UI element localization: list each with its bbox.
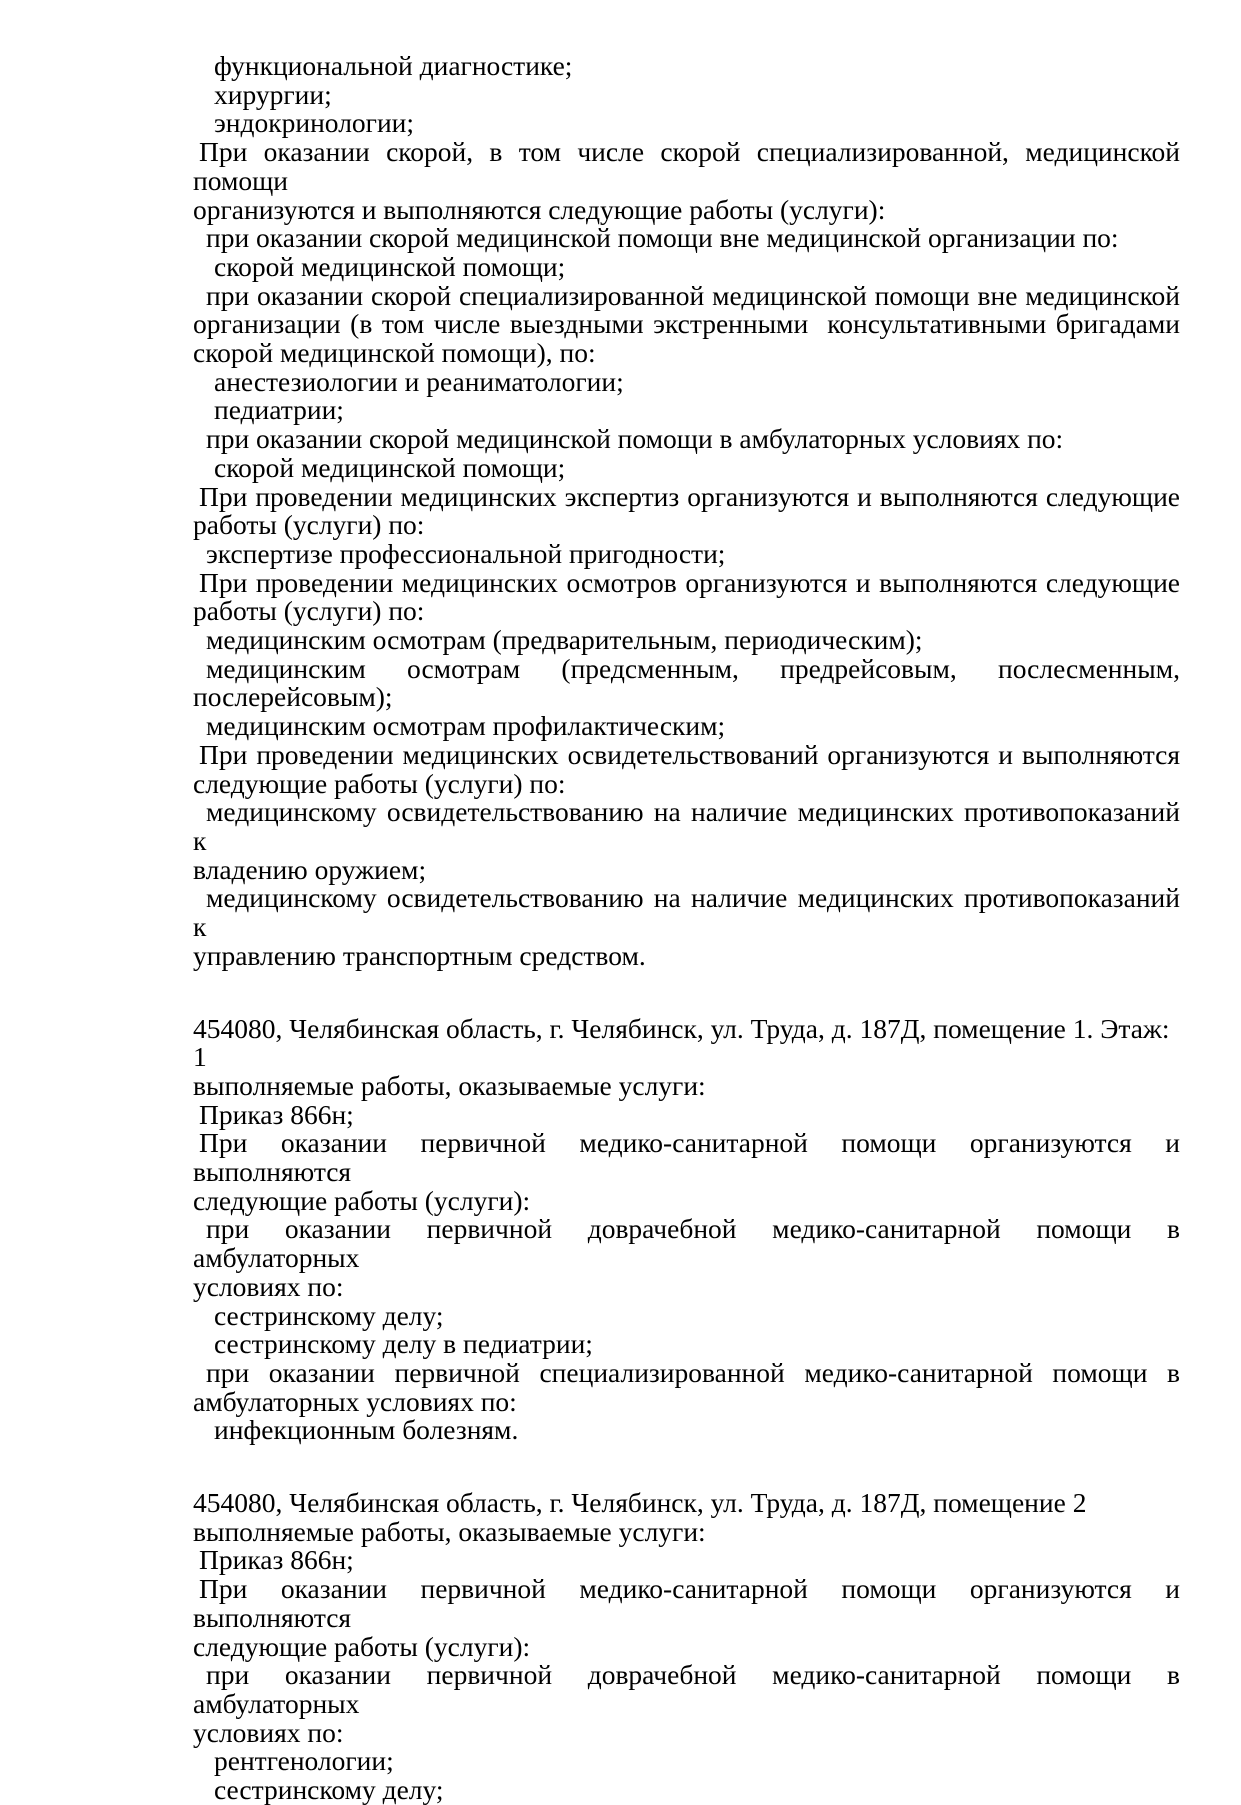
text-line: 454080, Челябинская область, г. Челябинск, ул. Труда, д. 187Д, помещение 1. Этаж: 1 xyxy=(193,1012,1177,1073)
text-line: сестринскому делу; xyxy=(214,1299,444,1331)
text-line: амбулаторных условиях по: xyxy=(193,1385,517,1417)
text-line: сестринскому делу в педиатрии; xyxy=(214,1328,593,1360)
text-line: медицинским осмотрам профилактическим; xyxy=(206,710,726,742)
text-line: при оказании скорой специализированной медицинской помощи вне медицинской xyxy=(206,279,1180,311)
text-line: организуются и выполняются следующие работы (услуги): xyxy=(193,193,886,225)
text-line: работы (услуги) по: xyxy=(193,509,425,541)
text-line: функциональной диагностике; xyxy=(214,50,573,81)
text-line: инфекционным болезням. xyxy=(214,1414,519,1446)
text-line: медицинским осмотрам (предсменным, предрейсовым, послесменным, xyxy=(206,652,1180,684)
works-services-list-continuation xyxy=(193,50,1187,971)
text-line: работы (услуги) по: xyxy=(193,595,425,627)
text-line: скорой медицинской помощи; xyxy=(214,451,566,483)
text-line: скорой медицинской помощи; xyxy=(214,250,566,282)
text-line: При проведении медицинских осмотров организуются и выполняются следующие xyxy=(199,566,1180,598)
text-line: При проведении медицинских освидетельствований организуются и выполняются xyxy=(199,738,1180,770)
text-line: При проведении медицинских экспертиз организуются и выполняются следующие xyxy=(199,480,1180,512)
text-line: выполняемые работы, оказываемые услуги: xyxy=(193,1069,706,1101)
text-line: эндокринологии; xyxy=(214,107,415,139)
text-line: Приказ 866н; xyxy=(199,1544,354,1576)
text-line: экспертизе профессиональной пригодности; xyxy=(206,537,726,569)
text-line: При оказании первичной медико-санитарной помощи организуются и выполняются xyxy=(193,1127,1187,1188)
text-line: Приказ 866н; xyxy=(199,1098,354,1130)
text-line: При оказании скорой, в том числе скорой специализированной, медицинской помощи xyxy=(193,136,1187,196)
text-line: организации (в том числе выездными экстренными консультативными бригадами xyxy=(193,308,1180,340)
text-line: сестринскому делу; xyxy=(214,1774,444,1805)
text-line: хирургии; xyxy=(214,78,332,110)
text-line: медицинским осмотрам (предварительным, периодическим); xyxy=(206,624,923,656)
text-line: При оказании первичной медико-санитарной помощи организуются и выполняются xyxy=(193,1573,1187,1633)
text-line: послерейсовым); xyxy=(193,681,393,713)
text-line: владению оружием; xyxy=(193,853,427,885)
text-line: при оказании скорой медицинской помощи в амбулаторных условиях по: xyxy=(206,423,1064,455)
text-line: рентгенологии; xyxy=(214,1745,394,1777)
text-line: управлению транспортным средством. xyxy=(193,939,646,971)
address-block-premise-2 xyxy=(193,1487,1187,1805)
text-line: при оказании первичной доврачебной медико-санитарной помощи в амбулаторных xyxy=(193,1213,1187,1274)
text-line: условиях по: xyxy=(193,1716,344,1748)
text-line: медицинскому освидетельствованию на наличие медицинских противопоказаний к xyxy=(193,796,1187,856)
text-line: при оказании первичной доврачебной медико-санитарной помощи в амбулаторных xyxy=(193,1659,1187,1719)
text-line: скорой медицинской помощи), по: xyxy=(193,337,596,369)
text-line: при оказании первичной специализированной медико-санитарной помощи в xyxy=(206,1356,1180,1388)
text-line: медицинскому освидетельствованию на наличие медицинских противопоказаний к xyxy=(193,882,1187,943)
text-line: 454080, Челябинская область, г. Челябинск, ул. Труда, д. 187Д, помещение 2 xyxy=(193,1487,1087,1519)
address-block-premise-1 xyxy=(193,1012,1187,1446)
document-text-body xyxy=(193,50,1187,1805)
text-line: при оказании скорой медицинской помощи вне медицинской организации по: xyxy=(206,222,1119,254)
text-line: следующие работы (услуги): xyxy=(193,1630,531,1662)
text-line: педиатрии; xyxy=(214,394,344,426)
text-line: выполняемые работы, оказываемые услуги: xyxy=(193,1515,706,1547)
text-line: условиях по: xyxy=(193,1270,344,1302)
text-line: анестезиологии и реаниматологии; xyxy=(214,365,624,397)
text-line: следующие работы (услуги) по: xyxy=(193,767,566,799)
text-line: следующие работы (услуги): xyxy=(193,1184,531,1216)
